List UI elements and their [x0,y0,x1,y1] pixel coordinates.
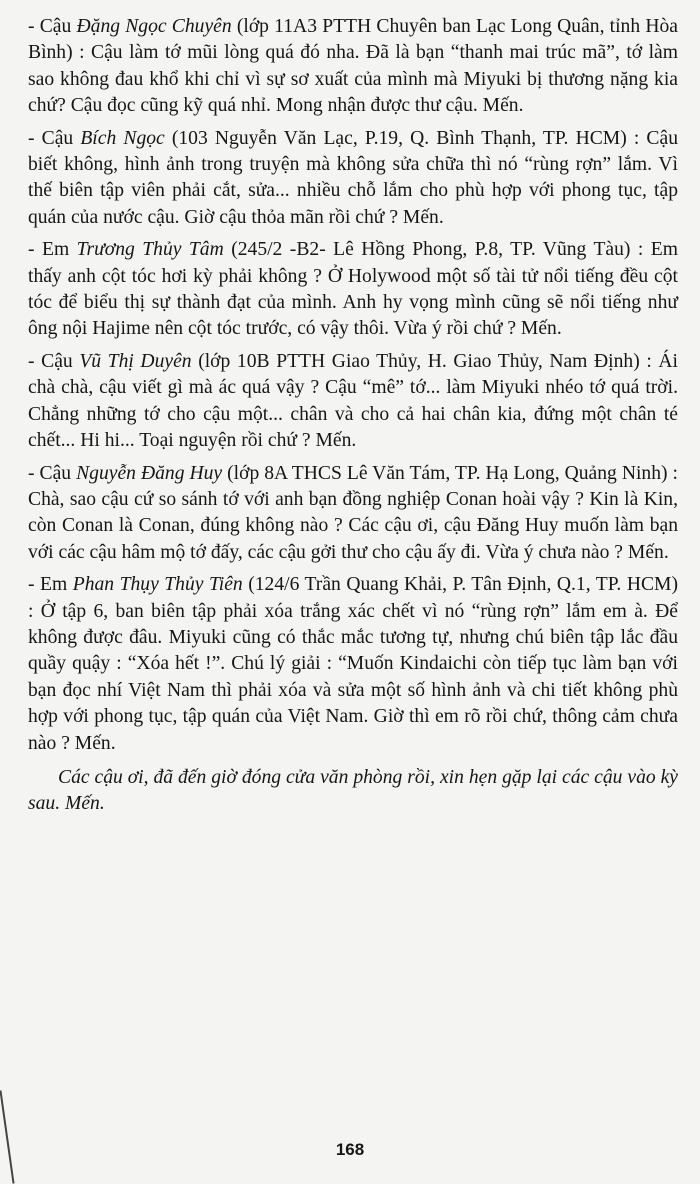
salutation: - Em [28,239,77,261]
salutation: - Cậu [28,16,77,37]
reader-name: Trương Thủy Tâm [76,239,224,261]
reply-text: (103 Nguyễn Văn Lạc, P.19, Q. Bình Thạnh, TP. HCM) : Cậu biết không, hình ảnh trong truyện mà không sửa chữa thì nó “rùng rợn” lắm. Vì thế biên tập viên phải cắt, sửa... nhiều chỗ lắm cho phù hợp với phong tục, tập quán của nước cậu. Giờ cậu thỏa mãn rồi chứ ? Mến. [28,127,678,228]
reply-text: (124/6 Trần Quang Khải, P. Tân Định, Q.1, TP. HCM) : Ở tập 6, ban biên tập phải xóa trắng xác chết vì nó “rùng rợn” lắm em à. Để không được đâu. Miyuki cũng có thắc mắc tương tự, nhưng chú biên tập lắc đầu quầy quậy : “Xóa hết !”. Chú lý giải : “Muốn Kindaichi còn tiếp tục làm bạn với bạn đọc nhí Việt Nam thì phải xóa và sửa một số hình ảnh và chi tiết không phù hợp với phong tục, tập quán của Việt Nam. Giờ thì em rõ rồi chứ, thông cảm chưa nào ? Mến. [28,574,678,754]
reader-letter-reply [28,349,678,455]
reader-letter-reply [28,14,678,120]
reader-letter-reply [28,237,678,343]
reader-name: Nguyễn Đăng Huy [76,462,223,484]
reply-text: (lớp 8A THCS Lê Văn Tám, TP. Hạ Long, Quảng Ninh) : Chà, sao cậu cứ so sánh tớ với anh bạn đồng nghiệp Conan hoài vậy ? Kin là Kin, còn Conan là Conan, đúng không nào ? Các cậu ơi, cậu Đăng Huy muốn làm bạn với các cậu hâm mộ tớ đấy, các cậu gởi thư cho cậu ấy đi. Vừa ý chưa nào ? Mến. [28,462,678,563]
salutation: - Cậu [28,350,80,372]
salutation: - Cậu [28,462,77,484]
reader-name: Vũ Thị Duyên [79,350,192,372]
reader-name: Bích Ngọc [80,127,165,149]
salutation: - Cậu [28,127,81,149]
closing-note: Các cậu ơi, đã đến giờ đóng cửa văn phòng rồi, xin hẹn gặp lại các cậu vào kỳ sau. Mến. [28,766,678,815]
reader-name: Đặng Ngọc Chuyên [76,16,232,37]
reader-letter-reply [28,572,678,757]
reader-letter-reply [28,461,678,567]
reply-text: (245/2 -B2- Lê Hồng Phong, P.8, TP. Vũng Tàu) : Em thấy anh cột tóc hơi kỳ phải không ? Ở Holywood một số tài tử nổi tiếng đều cột tóc để biểu thị sự thành đạt của mình. Anh hy vọng mình cũng sẽ nổi tiếng như ông nội Hajime nên cột tóc trước, có vậy thôi. Vừa ý rồi chứ ? Mến. [28,239,678,340]
page-number: 168 [335,1140,365,1159]
reader-letter-reply [28,126,678,232]
reader-name: Phan Thụy Thủy Tiên [72,574,243,596]
salutation: - Em [28,574,73,596]
reply-text: (lớp 11A3 PTTH Chuyên ban Lạc Long Quân, tỉnh Hòa Bình) : Cậu làm tớ mũi lòng quá đó nha. Đã là bạn “thanh mai trúc mã”, tớ làm sao không đau khổ khi chỉ vì sự sơ xuất của mình mà Miyuki bị thương nặng kia chứ? Cậu đọc cũng kỹ quá nhỉ. Mong nhận được thư cậu. Mến. [28,16,678,117]
page-edge-divider [0,1090,15,1183]
reply-text: (lớp 10B PTTH Giao Thủy, H. Giao Thủy, Nam Định) : Ái chà chà, cậu viết gì mà ác quá vậy ? Cậu “mê” tớ... làm Miyuki nhéo tớ quá trời. Chẳng những tớ cho cậu một... chân và cho cả hai chân kia, đứng một chân té chết... Hi hi... Toại nguyện rồi chứ ? Mến. [28,350,678,452]
